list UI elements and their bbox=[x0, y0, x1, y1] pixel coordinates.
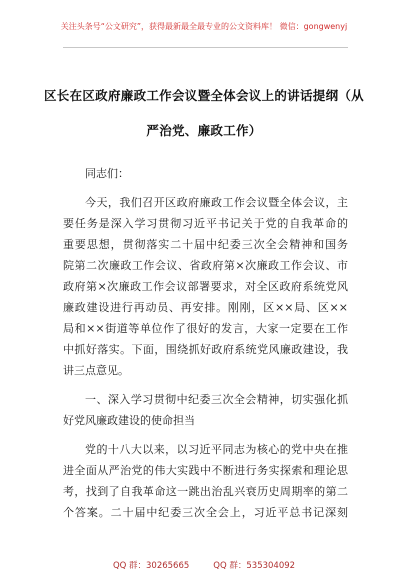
body-line: 中抓好落实。下面，围绕抓好政府系统党风廉政建设，我 bbox=[63, 343, 348, 356]
header-divider bbox=[63, 47, 348, 48]
promo-banner bbox=[0, 22, 408, 32]
qq-group-2: QQ 群：535304092 bbox=[213, 561, 296, 571]
body-line: 党的十八大以来，以习近平同志为核心的党中央在推 bbox=[85, 443, 348, 456]
body-line: 廉政建设进行再动员、再安排。刚刚，区××局、区×× bbox=[63, 301, 348, 314]
document-title-line-2: 严治党、廉政工作） bbox=[146, 123, 262, 138]
body-line: 重要思想，贯彻落实二十届中纪委三次全会精神和国务 bbox=[63, 238, 348, 251]
body-line: 讲三点意见。 bbox=[63, 364, 129, 377]
body-line: 考，找到了自我革命这一跳出治乱兴衰历史周期率的第二 bbox=[63, 485, 348, 498]
promo-banner-text: 关注头条号“公文研究”，获得最新最全最专业的公文资料库！ 微信：gongwenyj bbox=[60, 22, 348, 31]
body-line: 院第二次廉政工作会议、省政府第×次廉政工作会议、市 bbox=[63, 259, 348, 272]
body-line: 局和××街道等单位作了很好的发言，大家一定要在工作 bbox=[63, 322, 348, 335]
body-line: 个答案。二十届中纪委三次全会上，习近平总书记深刻 bbox=[63, 506, 348, 519]
qq-group-footer bbox=[0, 561, 408, 572]
document-title-line-1: 区长在区政府廉政工作会议暨全体会议上的讲话提纲（从 bbox=[43, 88, 364, 103]
body-line: 政府第×次廉政工作会议部署要求，对全区政府系统党风 bbox=[63, 280, 348, 293]
qq-group-1: QQ 群：30265665 bbox=[112, 561, 190, 571]
salutation: 同志们： bbox=[85, 167, 129, 180]
body-line: 今天，我们召开区政府廉政工作会议暨全体会议，主 bbox=[85, 196, 348, 209]
section-heading-1: 一、深入学习贯彻中纪委三次全会精神，切实强化抓 bbox=[85, 393, 348, 406]
section-heading-1-cont: 好党风廉政建设的使命担当 bbox=[63, 414, 195, 427]
body-line: 进全面从严治党的伟大实践中不断进行务实探索和理论思 bbox=[63, 464, 348, 477]
body-line: 要任务是深入学习贯彻习近平书记关于党的自我革命的 bbox=[63, 217, 348, 230]
